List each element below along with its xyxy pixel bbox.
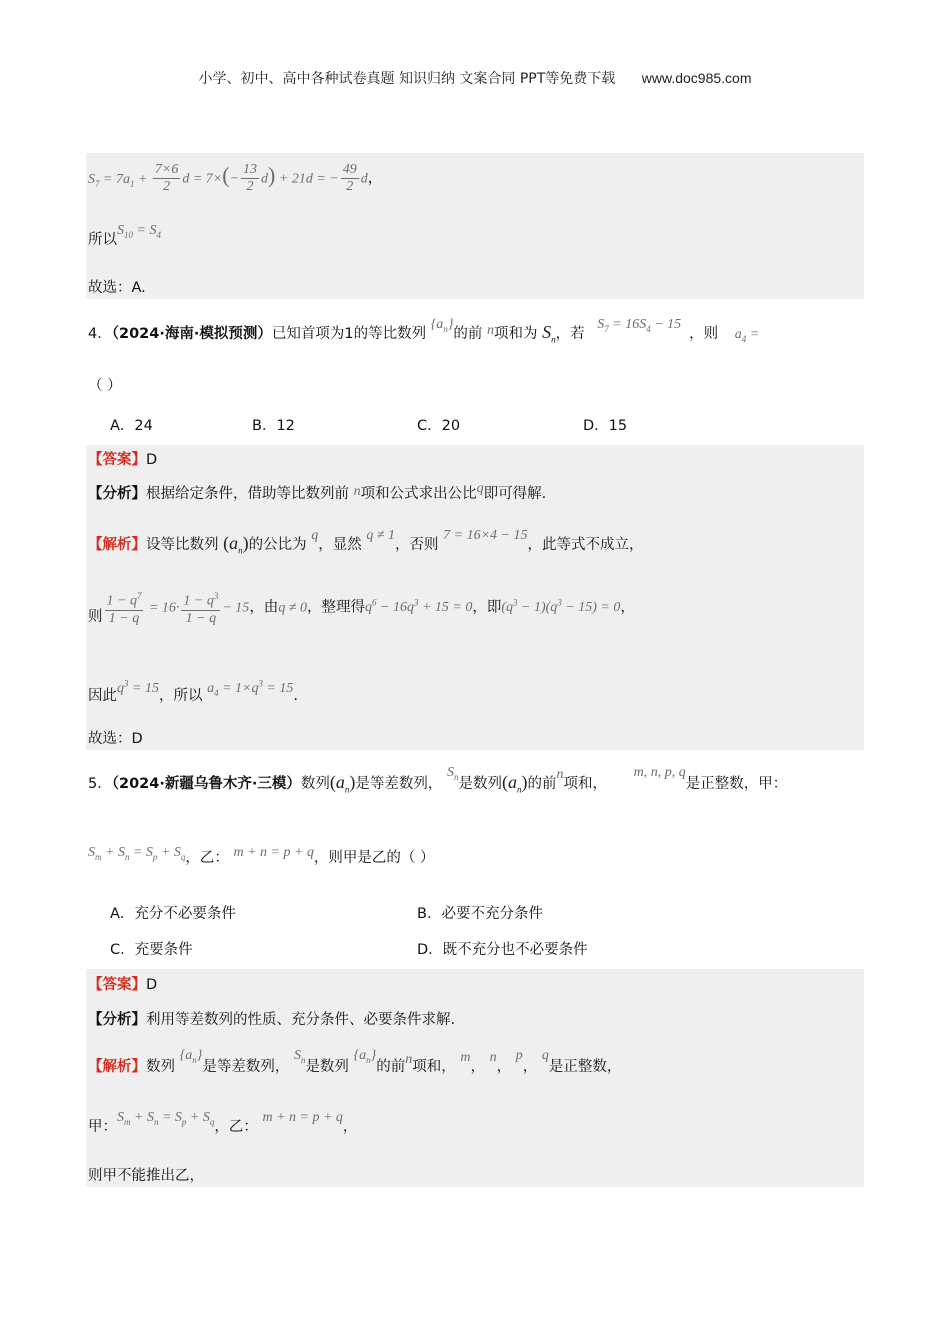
- question-5-stem: 5．（2024·新疆乌鲁木齐·三模）数列$(a_n)$是等差数列， $S_n$是数列$(a_n)$的前n项和， m, n, p, q是正整数，甲：: [88, 765, 788, 795]
- q5-solution-line-1: 【解析】数列 $\{a_n\}$是等差数列， $S_n$是数列 $\{a_n\}$的前n项和， m， n， p， q是正整数，: [88, 1048, 622, 1075]
- question-4-paren: （ ）: [88, 378, 122, 394]
- q4-option-d: D．15: [583, 418, 628, 434]
- q5-answer: 【答案】D: [88, 977, 158, 993]
- q5-option-c: C．充要条件: [110, 942, 193, 958]
- q5-solution-line-3: 则甲不能推出乙，: [88, 1168, 204, 1184]
- q4-analysis: 【分析】根据给定条件，借助等比数列前 n项和公式求出公比q即可得解.: [88, 481, 547, 502]
- s7-formula-line: $S_7 = 7a_1$ + $\frac{7\times 6}{2}$ d = 7×(− $\frac{13}{2}$ d) + 21d = − $\frac{49}{2}$ d，: [88, 162, 383, 194]
- q4-option-b: B．12: [252, 418, 295, 434]
- q4-option-a: A．24: [110, 418, 153, 434]
- q4-solution-line-3: 因此$q^3 = 15$，所以 $a_4 = 1\times q^3 = 15$.: [88, 678, 299, 704]
- q4-solution-line-1: 【解析】设等比数列 $(a_n)$的公比为 q，显然 q ≠ 1，否则 7 = 16×4 − 15，此等式不成立，: [88, 528, 644, 556]
- q5-option-a: A．充分不必要条件: [110, 906, 236, 922]
- q5-option-b: B．必要不充分条件: [417, 906, 543, 922]
- q4-final: 故选：D: [88, 731, 143, 747]
- header-site-text: 小学、初中、高中各种试卷真题 知识归纳 文案合同 PPT等免费下载: [198, 71, 616, 87]
- header-url[interactable]: www.doc985.com: [641, 70, 752, 86]
- q4-option-c: C．20: [417, 418, 461, 434]
- q5-option-d: D．既不充分也不必要条件: [417, 942, 588, 958]
- question-4-stem: 4．（2024·海南·模拟预测）已知首项为1的等比数列 $\{a_n\}$的前 n项和为 $S_n$，若 $S_7 = 16S_4 - 15$，则 $a_4$ =: [88, 317, 760, 345]
- q4-answer: 【答案】D: [88, 452, 158, 468]
- q4-solution-line-2: 则 $\frac{1 - q^7}{1 - q}$ = 16· $\frac{1 - q^3}{1 - q}$ − 15，由q ≠ 0，整理得$q^6 - 16q^3 + 15 = 0$，即$(q^3 - 1)(q^3 - 15) = 0$，: [88, 588, 635, 627]
- so-line: 所以$S_{10} = S_4$: [88, 223, 161, 248]
- page-header: [0, 68, 950, 88]
- q5-solution-line-2: 甲：$S_m + S_n = S_p + S_q$，乙： m + n = p + q，: [88, 1110, 358, 1135]
- q5-analysis: 【分析】利用等差数列的性质、充分条件、必要条件求解.: [88, 1012, 456, 1028]
- question-5-stem-2: $S_m + S_n = S_p + S_q$，乙： m + n = p + q，则甲是乙的（ ）: [88, 845, 435, 866]
- choice-a-line: 故选：A.: [88, 280, 146, 296]
